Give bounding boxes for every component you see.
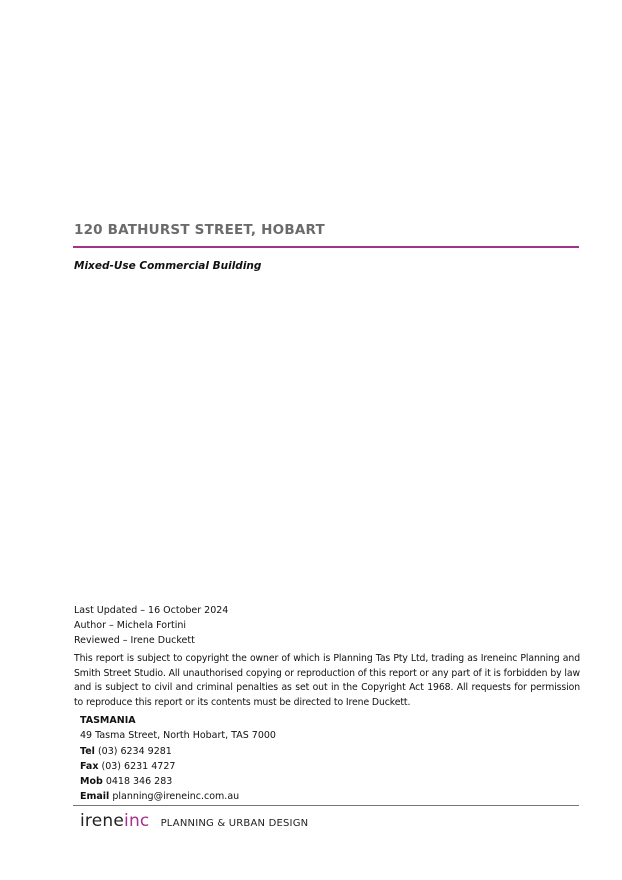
last-updated: Last Updated – 16 October 2024 (74, 605, 229, 616)
contact-tel (80, 744, 276, 759)
document-title: 120 BATHURST STREET, HOBART (74, 222, 325, 238)
logo-text-inc: inc (124, 811, 150, 831)
email-value: planning@ireneinc.com.au (112, 791, 240, 803)
mob-value: 0418 346 283 (105, 776, 173, 788)
contact-email (80, 789, 276, 804)
brand-tagline: PLANNING & URBAN DESIGN (160, 818, 309, 829)
contact-fax (80, 759, 276, 774)
document-subtitle: Mixed-Use Commercial Building (74, 260, 262, 272)
tel-label: Tel (80, 745, 95, 757)
author: Author – Michela Fortini (74, 620, 187, 631)
reviewed-by: Reviewed – Irene Duckett (74, 635, 195, 646)
fax-label: Fax (80, 760, 99, 772)
mob-label: Mob (80, 776, 103, 788)
contact-address: 49 Tasma Street, North Hobart, TAS 7000 (80, 730, 276, 742)
logo-text-irene: irene (80, 811, 125, 831)
footer-divider (73, 805, 579, 806)
title-divider (73, 246, 579, 248)
fax-value: (03) 6231 4727 (101, 760, 176, 772)
email-label: Email (80, 791, 110, 803)
brand-logo (80, 811, 308, 831)
contact-heading: TASMANIA (80, 715, 136, 726)
tel-value: (03) 6234 9281 (97, 745, 172, 757)
document-meta (74, 603, 228, 648)
contact-block (80, 713, 276, 805)
copyright-notice: This report is subject to copyright the owner of which is Planning Tas Pty Ltd, trading as Ireneinc Planning and Smith Street Studio. All unauthorised copying or reproduction of this report or any part of it is forbidden by law and is subject to civil and criminal penalties as set out in the Copyright Act 1968. All requests for permission to reproduce this report or its contents must be directed to Irene Duckett. (74, 653, 580, 708)
contact-mob (80, 774, 276, 789)
